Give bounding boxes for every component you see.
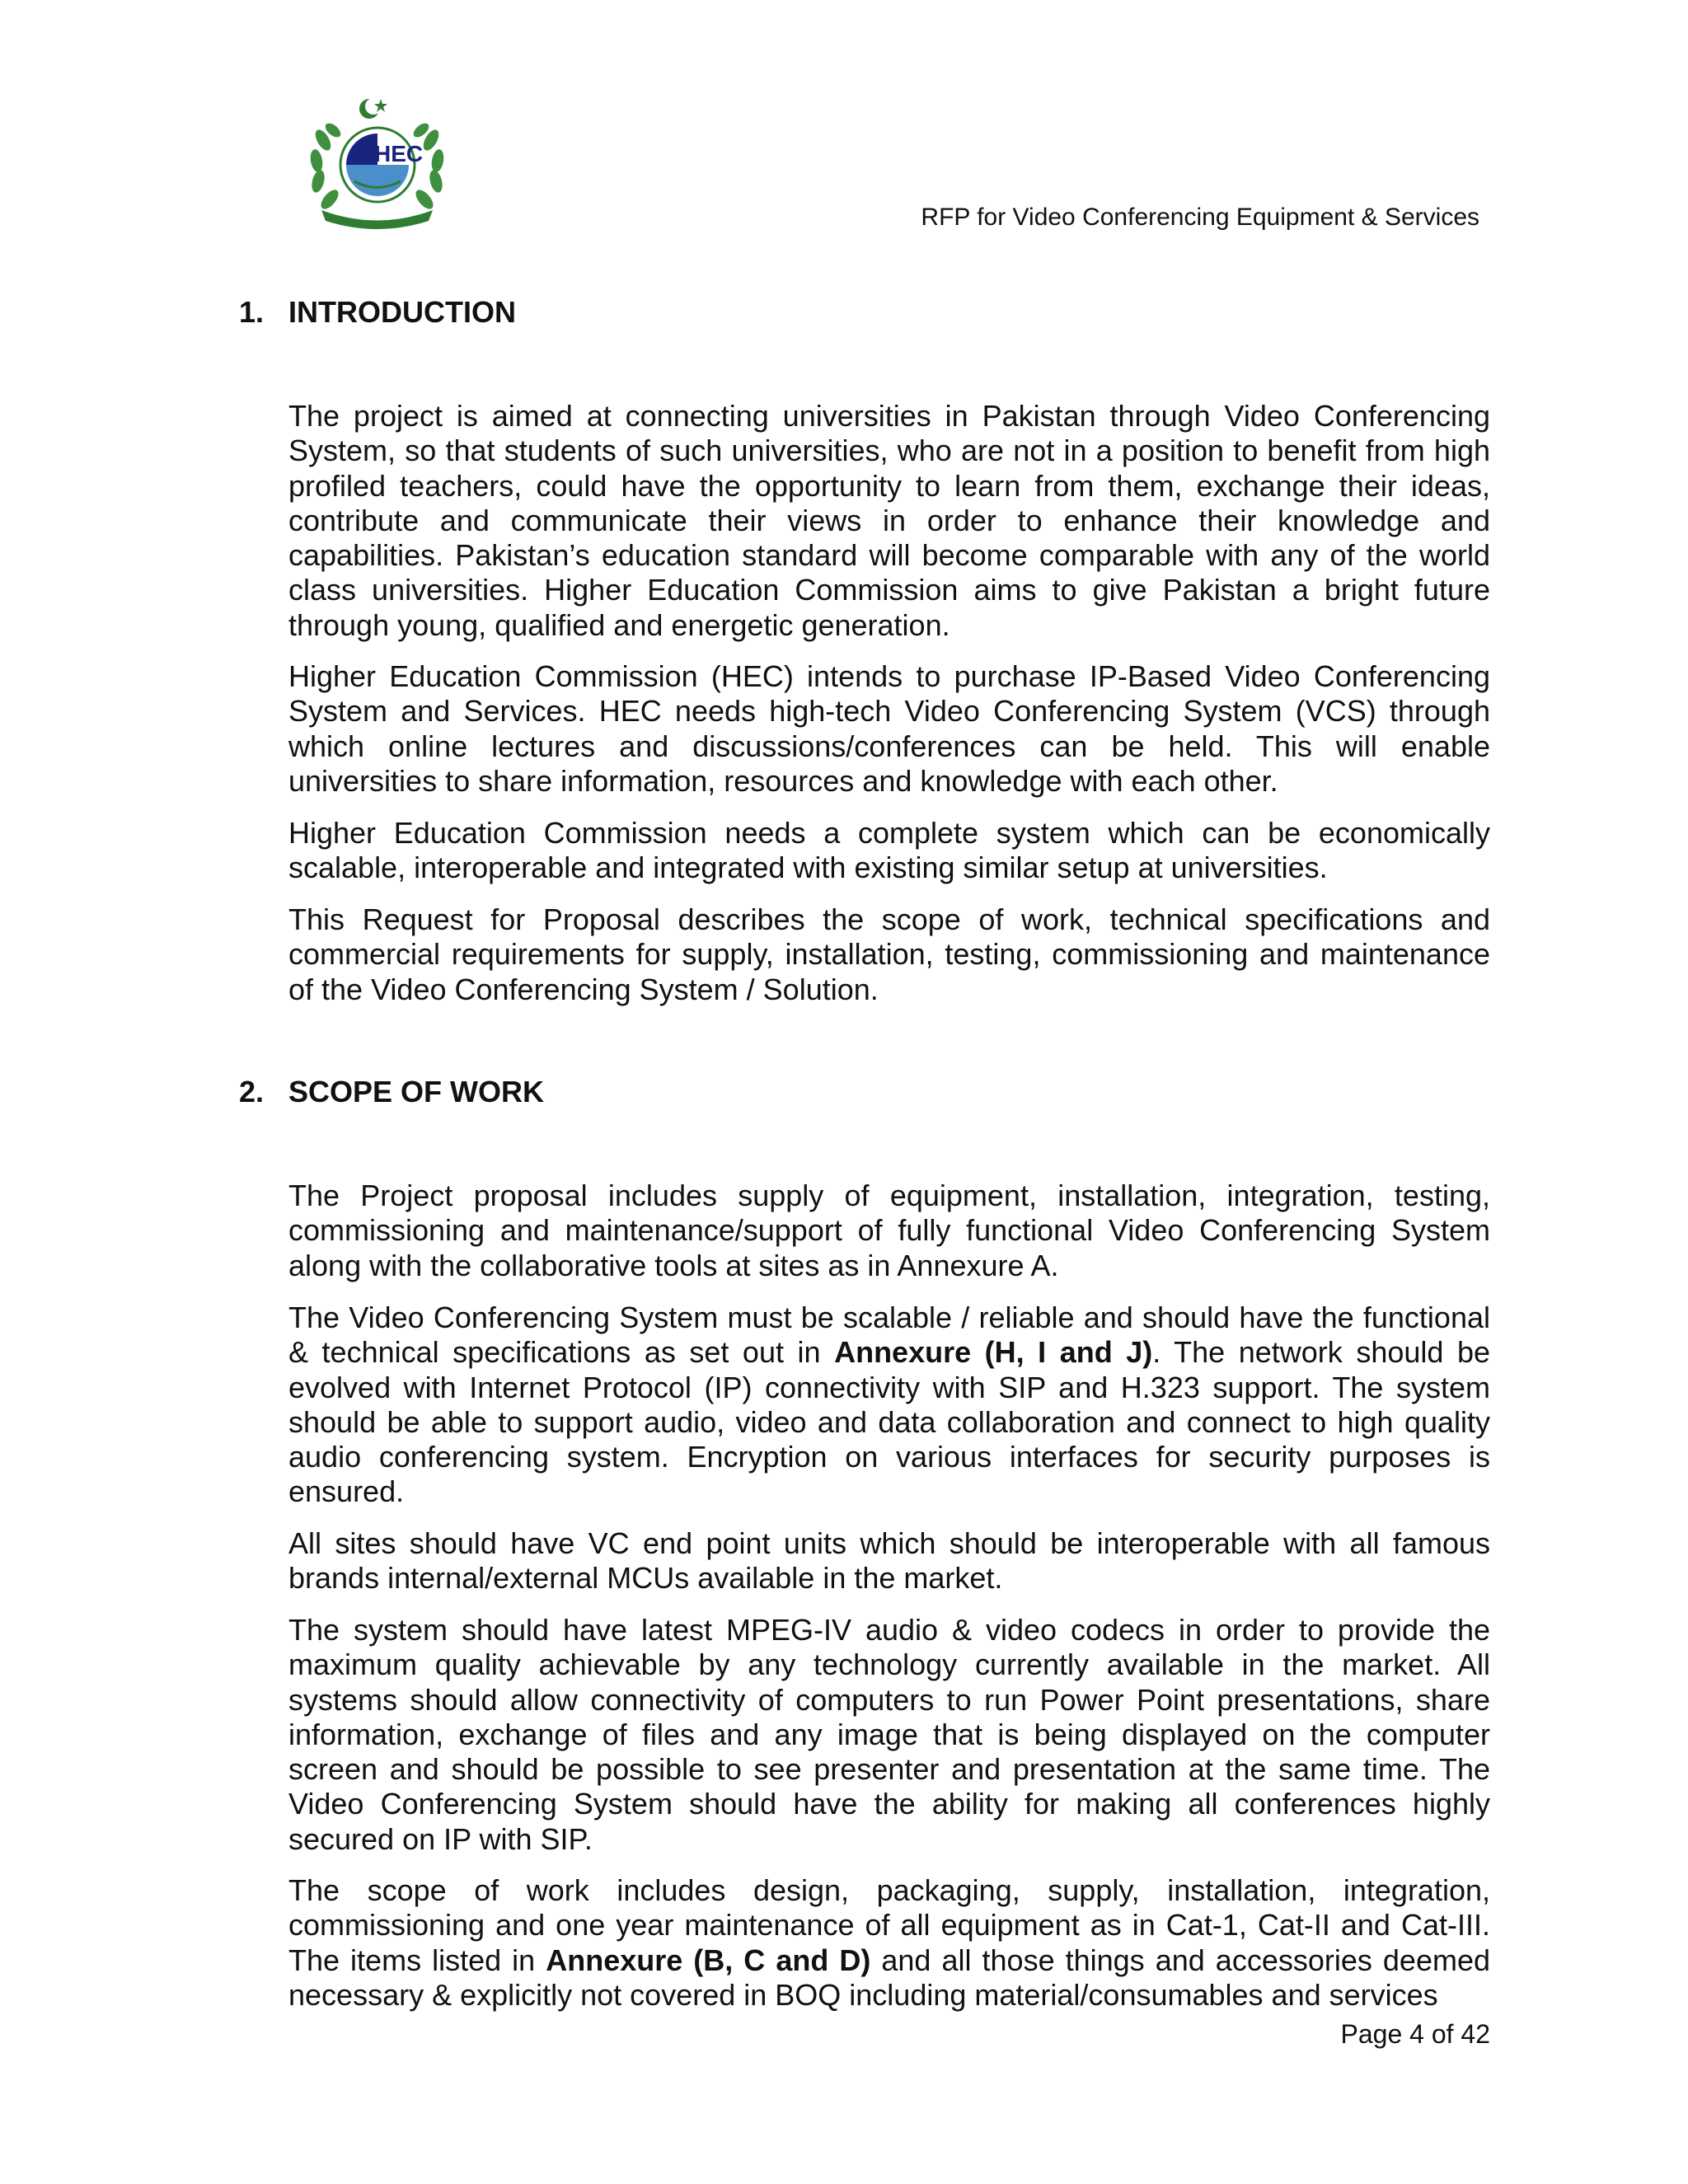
intro-paragraph-2: Higher Education Commission (HEC) intends to purchase IP-Based Video Conferencing System and Services. HEC needs high-tech Video Conferencing System (VCS) through which online lectures and discussions/conferences can be held. This will enable universities to share information, resources and knowledge with each other. <box>288 659 1490 798</box>
intro-paragraph-1: The project is aimed at connecting universities in Pakistan through Video Conferencing System, so that students of such universities, who are not in a position to benefit from high profiled teachers, could have the opportunity to learn from them, exchange their ideas, contribute and communicate their views in order to enhance their knowledge and capabilities. Pakistan’s education standard will become comparable with any of the world class universities. Higher Education Commission aims to give Pakistan a bright future through young, qualified and energetic generation. <box>288 399 1490 642</box>
annexure-hij-ref: Annexure (H, I and J) <box>834 1335 1153 1370</box>
svg-text:HEC: HEC <box>374 141 424 166</box>
section-number: 2. <box>239 1075 265 1108</box>
scope-paragraph-2-text-a: The Video Conferencing System must be scalable / reliable and should have the functional & technical specifications as set out in <box>288 1301 1490 1370</box>
scope-paragraph-5 <box>288 1873 1490 2013</box>
intro-paragraph-4: This Request for Proposal describes the scope of work, technical specifications and commercial requirements for supply, installation, testing, commissioning and maintenance of the Video Conferencing System / Solution. <box>288 902 1490 1006</box>
scope-paragraph-3: All sites should have VC end point units which should be interoperable with all famous brands internal/external MCUs available in the market. <box>288 1526 1490 1596</box>
header-title: RFP for Video Conferencing Equipment & Services <box>921 204 1479 231</box>
page-number: Page 4 of 42 <box>1340 2019 1490 2049</box>
section-title: SCOPE OF WORK <box>288 1075 545 1108</box>
annexure-bcd-ref: Annexure (B, C and D) <box>546 1943 871 1977</box>
section-number: 1. <box>239 295 265 329</box>
scope-paragraph-4: The system should have latest MPEG-IV audio & video codecs in order to provide the maximum quality achievable by any technology currently available in the market. All systems should allow connectivity of computers to run Power Point presentations, share information, exchange of files and any image that is being displayed on the computer screen and should be possible to see presenter and presentation at the same time. The Video Conferencing System should have the ability for making all conferences highly secured on IP with SIP. <box>288 1613 1490 1856</box>
scope-paragraph-2-text-b: . The network should be evolved with Internet Protocol (IP) connectivity with SIP and H.323 support. The system should be able to support audio, video and data collaboration and connect to high quality audio conferencing system. Encryption on various interfaces for security purposes is ensured. <box>288 1335 1490 1509</box>
section-title: INTRODUCTION <box>288 295 516 329</box>
scope-paragraph-1: The Project proposal includes supply of equipment, installation, integration, testing, commissioning and maintenance/support of fully functional Video Conferencing System along with the collaborative tools at sites as in Annexure A. <box>288 1179 1490 1282</box>
section-heading-scope-of-work <box>239 1074 544 1110</box>
scope-paragraph-5-text-a: The scope of work includes design, packaging, supply, installation, integration, commissioning and one year maintenance of all equipment as in Cat-1, Cat-II and Cat-III. The items listed in <box>288 1873 1490 1977</box>
scope-paragraph-5-text-b: and all those things and accessories deemed necessary & explicitly not covered in BOQ including material/consumables and services <box>288 1943 1490 2012</box>
scope-paragraph-2 <box>288 1301 1490 1510</box>
intro-paragraph-3: Higher Education Commission needs a complete system which can be economically scalable, interoperable and integrated with existing similar setup at universities. <box>288 816 1490 885</box>
section-heading-introduction <box>239 294 516 330</box>
hec-logo <box>305 91 449 231</box>
